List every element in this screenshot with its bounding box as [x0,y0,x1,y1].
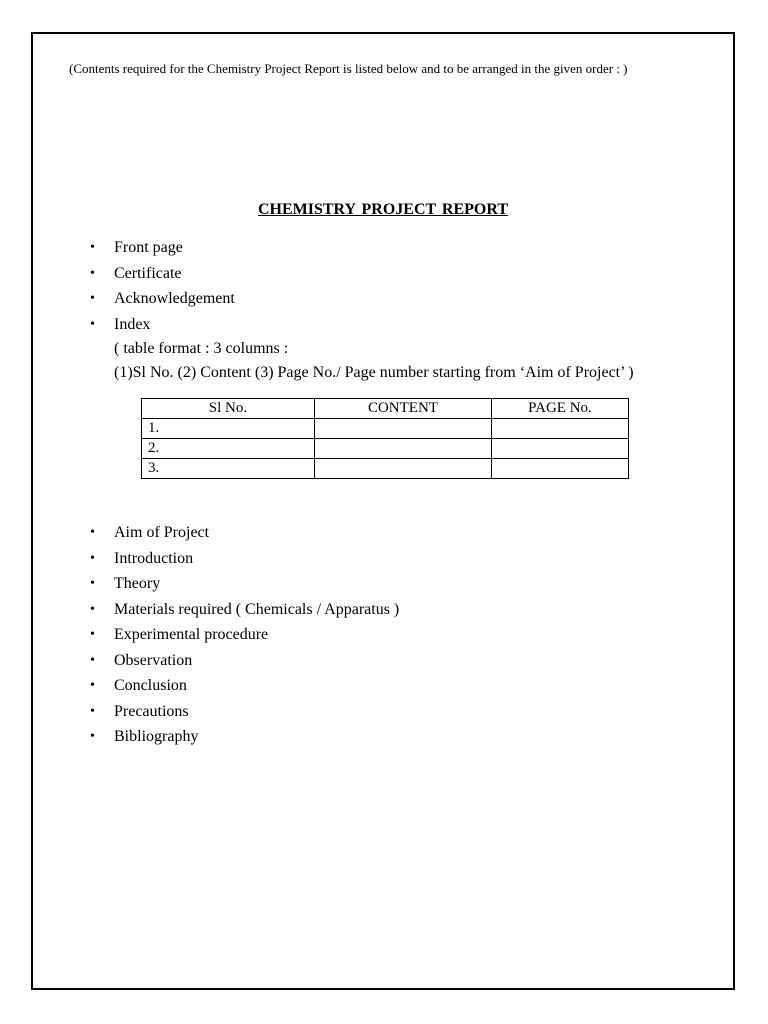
bullet-icon: • [90,316,95,332]
list-item-aim [90,520,399,546]
report-title: CHEMISTRY PROJECT REPORT [257,201,508,218]
list-item-label: Conclusion [114,677,187,694]
cell-sl-no: 3. [142,459,315,479]
list-item-label: Bibliography [114,728,199,745]
cell-content [314,419,491,439]
list-item-label: Index [114,315,151,333]
table-row [142,459,629,479]
list-item-conclusion [90,673,399,699]
index-details [90,337,634,385]
list-item-materials [90,597,399,623]
bullet-icon: • [90,525,95,540]
index-columns-line: (1)Sl No. (2) Content (3) Page No./ Page number starting from ‘Aim of Project’ ) [114,364,634,381]
header-page-no: PAGE No. [492,399,629,419]
list-item-label: Precautions [114,702,189,720]
bullet-icon: • [90,627,95,642]
list-item-certificate [90,261,235,287]
bullet-icon: • [90,601,95,617]
list-item-label: Introduction [114,549,194,567]
header-content: CONTENT [314,399,491,419]
cell-sl-no: 1. [142,419,315,439]
table-row [142,419,629,439]
bullet-icon: • [90,576,95,591]
cell-page-no [492,439,629,459]
list-item-precautions [90,699,399,725]
cell-page-no [492,459,629,479]
cell-content [314,459,491,479]
list-item-procedure [90,622,399,648]
list-item-label: Acknowledgement [114,290,235,307]
bullet-icon: • [90,291,95,306]
list-item-label: Aim of Project [114,524,210,541]
bullet-icon: • [90,678,95,693]
header-sl-no: Sl No. [142,399,315,419]
bullet-icon: • [90,729,95,744]
bullet-icon: • [90,240,95,255]
table-row [142,439,629,459]
table-header-row [142,399,629,419]
contents-list-bottom [90,520,399,750]
list-item-bibliography [90,724,399,750]
list-item-label: Theory [114,575,161,592]
cell-sl-no: 2. [142,439,315,459]
bullet-icon: • [90,703,95,719]
list-item-introduction [90,546,399,572]
list-item-label: Experimental procedure [114,626,269,643]
list-item-front-page [90,235,235,261]
page-frame [31,32,735,990]
list-item-label: Certificate [114,264,182,282]
list-item-label: Front page [114,239,183,256]
list-item-observation [90,648,399,674]
list-item-label: Materials required ( Chemicals / Apparatus ) [114,600,400,618]
instruction-note: (Contents required for the Chemistry Project Report is listed below and to be arranged in the given order : ) [69,61,628,76]
bullet-icon: • [90,652,95,668]
index-format-line: ( table format : 3 columns : [114,340,289,357]
cell-content [314,439,491,459]
list-item-theory [90,571,399,597]
list-item-acknowledgement [90,286,235,312]
bullet-icon: • [90,550,95,566]
bullet-icon: • [90,265,95,281]
contents-list-top [90,235,235,337]
cell-page-no [492,419,629,439]
list-item-index [90,312,235,338]
index-table [141,398,629,479]
list-item-label: Observation [114,651,193,669]
